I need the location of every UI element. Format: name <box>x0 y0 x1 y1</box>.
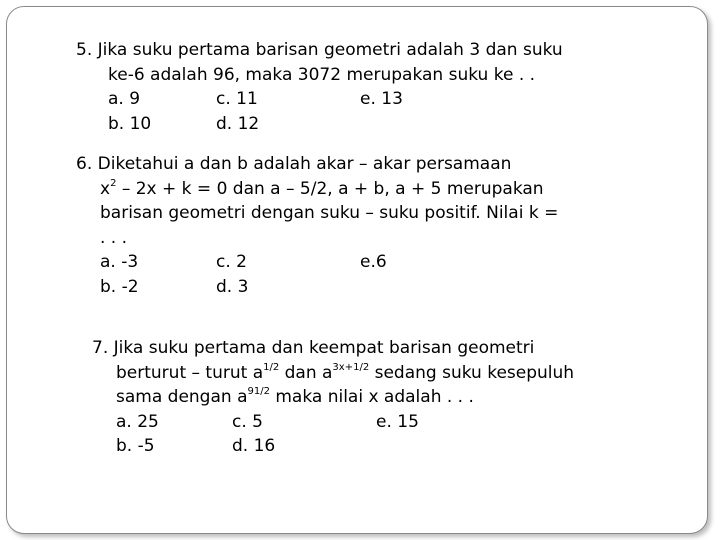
option-c: c. 11 <box>216 89 258 109</box>
option-a: a. 9 <box>108 89 141 109</box>
option-b: b. -2 <box>100 276 139 297</box>
question-text-line: dan a <box>279 362 333 383</box>
option-e: e. 13 <box>360 89 403 109</box>
question-text-line: Jika suku pertama dan keempat barisan geometri <box>113 338 535 358</box>
option-a: a. 25 <box>116 411 159 432</box>
option-e: e. 15 <box>376 411 419 432</box>
option-b: b. 10 <box>108 113 152 134</box>
superscript: 91/2 <box>247 386 270 398</box>
question-text-line: sedang suku kesepuluh <box>369 362 575 383</box>
question-text-line: maka nilai x adalah . . . <box>269 387 474 407</box>
question-7 <box>92 336 574 459</box>
question-number: 7. <box>92 338 109 358</box>
option-d: d. 12 <box>216 113 260 134</box>
question-6 <box>76 152 558 299</box>
question-text-line: – 2x + k = 0 dan a – 5/2, a + b, a + 5 merupakan <box>116 178 544 199</box>
question-text-line: x <box>100 178 111 199</box>
question-number: 6. <box>76 154 93 174</box>
question-text-line: ke-6 adalah 96, maka 3072 merupakan suku ke . . <box>108 64 536 85</box>
option-a: a. -3 <box>100 252 139 272</box>
option-d: d. 3 <box>216 276 249 297</box>
question-text-line: . . . <box>100 227 128 248</box>
option-e: e.6 <box>360 252 387 272</box>
superscript: 1/2 <box>263 361 280 373</box>
option-b: b. -5 <box>116 436 155 456</box>
question-text-line: berturut – turut a <box>116 362 264 383</box>
question-text-line: barisan geometri dengan suku – suku positif. Nilai k = <box>100 203 559 223</box>
superscript: 2 <box>110 177 117 189</box>
question-text-line: Jika suku pertama barisan geometri adalah 3 dan suku <box>97 40 563 60</box>
question-number: 5. <box>76 40 93 60</box>
question-text-line: sama dengan a <box>116 387 248 407</box>
option-d: d. 16 <box>232 436 276 456</box>
superscript: 3x+1/2 <box>332 361 370 373</box>
question-text-line: Diketahui a dan b adalah akar – akar persamaan <box>97 154 512 174</box>
question-5 <box>76 38 563 136</box>
option-c: c. 5 <box>232 411 263 432</box>
option-c: c. 2 <box>216 252 247 272</box>
